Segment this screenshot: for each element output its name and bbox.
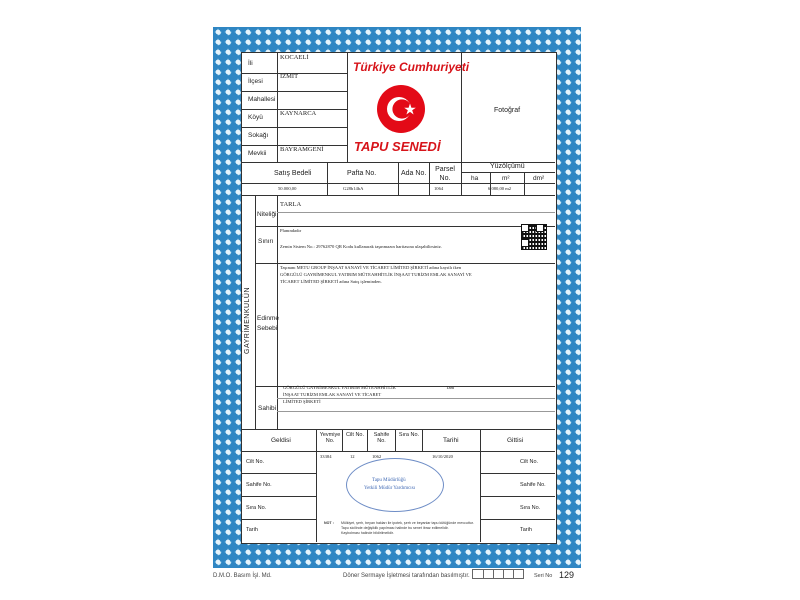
- divider: [429, 162, 430, 195]
- divider: [398, 162, 399, 195]
- divider: [255, 226, 555, 227]
- value-mevki: BAYRAMGENİ: [280, 146, 324, 153]
- row-tarih-left: Tarih: [246, 527, 258, 533]
- divider: [241, 451, 555, 452]
- value-pafta: G28b14bA: [343, 186, 364, 191]
- col-tarih: Tarihi: [443, 437, 459, 444]
- divider: [255, 195, 256, 429]
- label-mevki: Mevkii: [248, 150, 267, 157]
- divider: [395, 429, 396, 451]
- row-cilt-right: Cilt No.: [520, 459, 539, 465]
- note-label: NOT :: [324, 521, 334, 525]
- label-ilce: İlçesi: [248, 78, 263, 85]
- divider: [241, 195, 555, 196]
- value-sahife: 1062: [372, 454, 382, 459]
- footer-seri-label: Seri No: [534, 573, 553, 579]
- label-sahibi: Sahibi: [258, 405, 277, 412]
- sahibi-line1b: Tam: [446, 385, 455, 390]
- divider: [342, 429, 343, 451]
- edinme-line2: GÖRGÜLÜ GAYRİMENKUL YATIRIM MÜTEAHHİTLİK İNŞAAT TURİZM EMLAK SANAYİ VE: [280, 272, 472, 277]
- divider: [277, 411, 555, 412]
- col-geldisi: Geldisi: [271, 437, 291, 444]
- sahibi-line2: İNŞAAT TURİZM EMLAK SANAYİ VE TİCARET: [283, 392, 382, 397]
- col-satis: Satış Bedeli: [274, 170, 312, 177]
- divider: [480, 429, 481, 542]
- value-parsel: 1064: [434, 186, 444, 191]
- col-ada: Ada No.: [401, 170, 427, 177]
- divider: [241, 127, 347, 128]
- stamp-line2: Yetkili Müdür Yardımcısı: [364, 486, 416, 491]
- col-pafta: Pafta No.: [347, 170, 377, 177]
- label-il: İli: [248, 60, 253, 67]
- divider: [241, 496, 316, 497]
- label-edinme-1: Edinme: [257, 315, 280, 322]
- row-sahife-right: Sahife No.: [520, 482, 546, 488]
- col-m2: m²: [502, 175, 510, 182]
- footer-printer: D.M.O. Basım İşl. Md.: [213, 573, 272, 579]
- col-sira: Sıra No.: [398, 432, 420, 438]
- col-cilt: Cilt No.: [345, 432, 365, 438]
- sahibi-line1: GÖRGÜLÜ GAYRİMENKUL YATIRIM MÜTEAHHİTLİK: [283, 385, 396, 390]
- divider: [367, 429, 368, 451]
- note-line2: Tapu sicilinde değişiklik yapılması halinde bu senet ibraz edilmelidir.: [341, 526, 449, 530]
- label-koy: Köyü: [248, 114, 263, 121]
- row-cilt-left: Cilt No.: [246, 459, 265, 465]
- label-sokak: Sokağı: [248, 132, 269, 139]
- col-parsel: Parsel No.: [435, 166, 455, 182]
- divider: [327, 162, 328, 195]
- header-title: Türkiye Cumhuriyeti: [353, 60, 470, 74]
- qr-code-icon: [522, 225, 546, 249]
- label-edinme-2: Sebebi: [257, 325, 278, 332]
- value-niteligi: TARLA: [280, 201, 302, 208]
- edinme-line3: TİCARET LİMİTED ŞİRKETİ adına Satış işleminden.: [280, 279, 382, 284]
- divider: [241, 473, 316, 474]
- edinme-line1: Taşınanı METU GROUP İNŞAAT SANAYİ VE TİCARET LİMİTED ŞİRKETİ adına kayıtlı iken: [280, 265, 462, 270]
- footer-seri-value: 129: [559, 570, 575, 580]
- divider: [277, 52, 278, 162]
- value-cilt: 12: [350, 454, 355, 459]
- row-tarih-right: Tarih: [520, 527, 532, 533]
- sinirlari-line1: Planındadır: [280, 228, 302, 233]
- official-stamp: [346, 458, 444, 512]
- stamp-line1: Tapu Müdürlüğü: [372, 478, 406, 483]
- col-dm2: dm²: [533, 175, 545, 182]
- divider: [241, 91, 347, 92]
- divider: [316, 429, 317, 542]
- row-sira-right: Sıra No.: [520, 505, 541, 511]
- divider: [480, 473, 555, 474]
- value-tarih: 16/10/2020: [432, 454, 453, 459]
- footer-boxes: [472, 569, 524, 579]
- divider: [422, 429, 423, 451]
- divider: [277, 212, 555, 213]
- col-yuzolcumu: Yüzölçümü: [490, 163, 525, 170]
- header-subtitle: TAPU SENEDİ: [354, 139, 441, 154]
- divider: [524, 172, 525, 195]
- divider: [461, 162, 462, 195]
- section-label-gayrimenkul: GAYRİMENKULÜN: [244, 286, 251, 354]
- col-ha: ha: [471, 175, 479, 182]
- footer-note: Döner Sermaye İşletmesi tarafından basılmıştır.: [343, 573, 470, 579]
- sahibi-line3: LİMİTED ŞİRKETİ: [283, 399, 321, 404]
- label-sinirlari: Sınırı: [258, 238, 274, 245]
- col-yevmiye: Yevmiye No.: [319, 432, 341, 444]
- divider: [480, 496, 555, 497]
- divider: [461, 172, 555, 173]
- col-gittisi: Gittisi: [507, 437, 524, 444]
- label-mahalle: Mahallesi: [248, 96, 276, 103]
- value-yevmiye: 33384: [320, 454, 332, 459]
- divider: [277, 398, 555, 399]
- value-koy: KAYNARCA: [280, 110, 317, 117]
- photo-label: Fotoğraf: [494, 107, 521, 114]
- note-line1: Mülkiyet, şerh, beyan hakları ile ipotek, şerh ve beyanlar tapu kütüğünde mevcuttur.: [341, 521, 474, 525]
- sinirlari-line2: Zemin Sistem No.: 29762870 QR Kodu kullanarak taşınmazın haritasına ulaşabilirsiniz.: [280, 244, 442, 249]
- divider: [241, 519, 316, 520]
- divider: [480, 519, 555, 520]
- divider: [241, 429, 555, 430]
- value-il: KOCAELİ: [280, 54, 309, 61]
- row-sahife-left: Sahife No.: [246, 482, 272, 488]
- divider: [255, 263, 555, 264]
- divider: [277, 195, 278, 429]
- value-ilce: İZMİT: [280, 73, 299, 80]
- row-sira-left: Sıra No.: [246, 505, 267, 511]
- label-niteligi: Niteliği: [257, 211, 277, 218]
- note-line3: Kaybolması halinde bildirilmelidir.: [341, 531, 394, 535]
- value-yuzolcumu: 6.080,00 m2: [488, 186, 512, 191]
- value-satis: 50.000,00: [278, 186, 297, 191]
- divider: [490, 172, 491, 195]
- flag-icon: [377, 85, 425, 133]
- divider: [347, 52, 348, 162]
- col-sahife: Sahife No.: [373, 432, 390, 444]
